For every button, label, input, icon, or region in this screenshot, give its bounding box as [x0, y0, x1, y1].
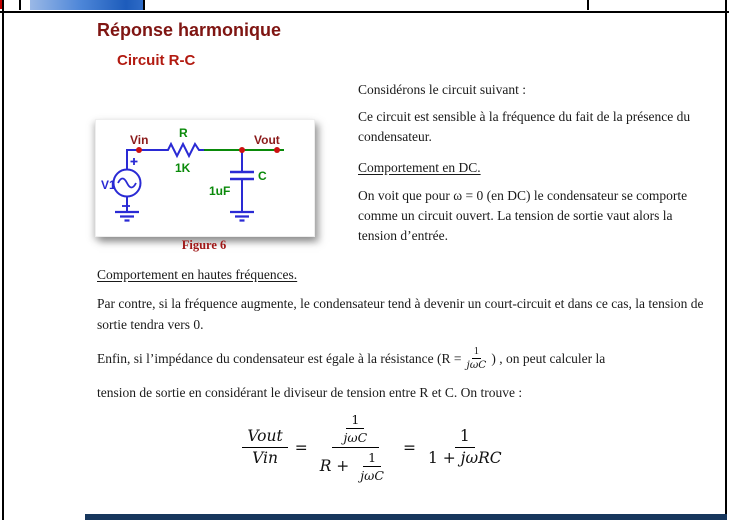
ground-icon	[230, 212, 254, 221]
ground-icon	[115, 212, 139, 221]
top-strip-divider	[19, 0, 21, 10]
rhs-fraction	[423, 426, 507, 468]
lhs-numerator: Vout	[242, 426, 287, 448]
mdf-den: jωC	[360, 468, 384, 483]
figure-caption: Figure 6	[181, 238, 227, 252]
plus-sign-icon	[131, 158, 138, 165]
paragraph-enfin-line1	[97, 346, 727, 371]
vin-label: Vin	[130, 133, 149, 147]
capacitor-ref-label: C	[258, 169, 267, 183]
paragraph-considerons: Considérons le circuit suivant :	[358, 82, 526, 97]
page-title: Réponse harmonique	[97, 20, 282, 40]
middle-denominator-fraction	[355, 449, 389, 484]
top-strip	[0, 0, 729, 13]
mnf-num: 1	[346, 411, 364, 429]
page-border-left	[2, 0, 4, 520]
node-dot-vout	[274, 147, 280, 153]
inline-fraction	[464, 346, 488, 371]
mdf-prefix: R +	[319, 457, 350, 476]
middle-fraction	[315, 410, 396, 485]
rhs-denominator	[423, 448, 507, 469]
rhs-den-var: jωRC	[460, 449, 502, 467]
node-dot-vin	[136, 147, 142, 153]
paragraph-enfin-line2: tension de sortie en considérant le diviseur de tension entre R et C. On trouve :	[97, 385, 523, 400]
sine-wave-icon	[118, 179, 136, 188]
paragraph-hf: Par contre, si la fréquence augmente, le condensateur tend à devenir un court-circuit et dans ce cas, la tension de sortie tendra vers 0.	[97, 296, 704, 332]
enfin-pre-text: Enfin, si l’impédance du condensateur est égale à la résistance (R =	[97, 350, 462, 366]
rc-circuit-schematic	[96, 120, 314, 236]
lhs-fraction	[242, 426, 287, 468]
inline-fraction-denominator: jωC	[466, 359, 487, 371]
middle-numerator	[332, 410, 380, 448]
next-section-bar	[85, 514, 727, 520]
rhs-numerator: 1	[455, 426, 475, 448]
resistor-symbol	[164, 144, 204, 156]
heading-hautes-frequences: Comportement en hautes fréquences.	[97, 267, 298, 282]
rhs-den-const: 1 +	[427, 449, 461, 467]
middle-numerator-fraction	[339, 411, 373, 446]
resistor-value-label: 1K	[175, 161, 191, 175]
wire-input	[127, 150, 164, 169]
blue-gradient-bar	[30, 0, 143, 10]
top-strip-divider	[143, 0, 145, 10]
circuit-figure	[95, 119, 315, 237]
lhs-denominator: Vin	[252, 449, 278, 467]
vout-label: Vout	[254, 133, 280, 147]
paragraph-sensible: Ce circuit est sensible à la fréquence du fait de la présence du condensateur.	[358, 109, 691, 144]
mdf-num: 1	[363, 449, 381, 467]
equals-sign: =	[294, 438, 308, 457]
transfer-function-formula	[10, 410, 729, 485]
capacitor-value-label: 1uF	[209, 184, 231, 198]
mnf-den: jωC	[343, 430, 368, 445]
capacitor-symbol	[230, 172, 254, 179]
node-dot-junction	[239, 147, 245, 153]
resistor-ref-label: R	[179, 126, 188, 140]
top-strip-divider	[587, 0, 589, 10]
enfin-post-text: ) , on peut calculer la	[491, 350, 606, 366]
section-title: Circuit R-C	[117, 52, 196, 69]
heading-comportement-dc: Comportement en DC.	[358, 160, 481, 175]
paragraph-dc: On voit que pour ω = 0 (en DC) le condensateur se comporte comme un circuit ouvert. La tension de sortie vaut alors la tension d’entrée.	[358, 188, 688, 243]
middle-denominator	[315, 448, 396, 485]
equals-sign: =	[402, 438, 416, 457]
inline-fraction-numerator: 1	[473, 346, 480, 357]
source-ref-label: V1	[101, 178, 116, 192]
